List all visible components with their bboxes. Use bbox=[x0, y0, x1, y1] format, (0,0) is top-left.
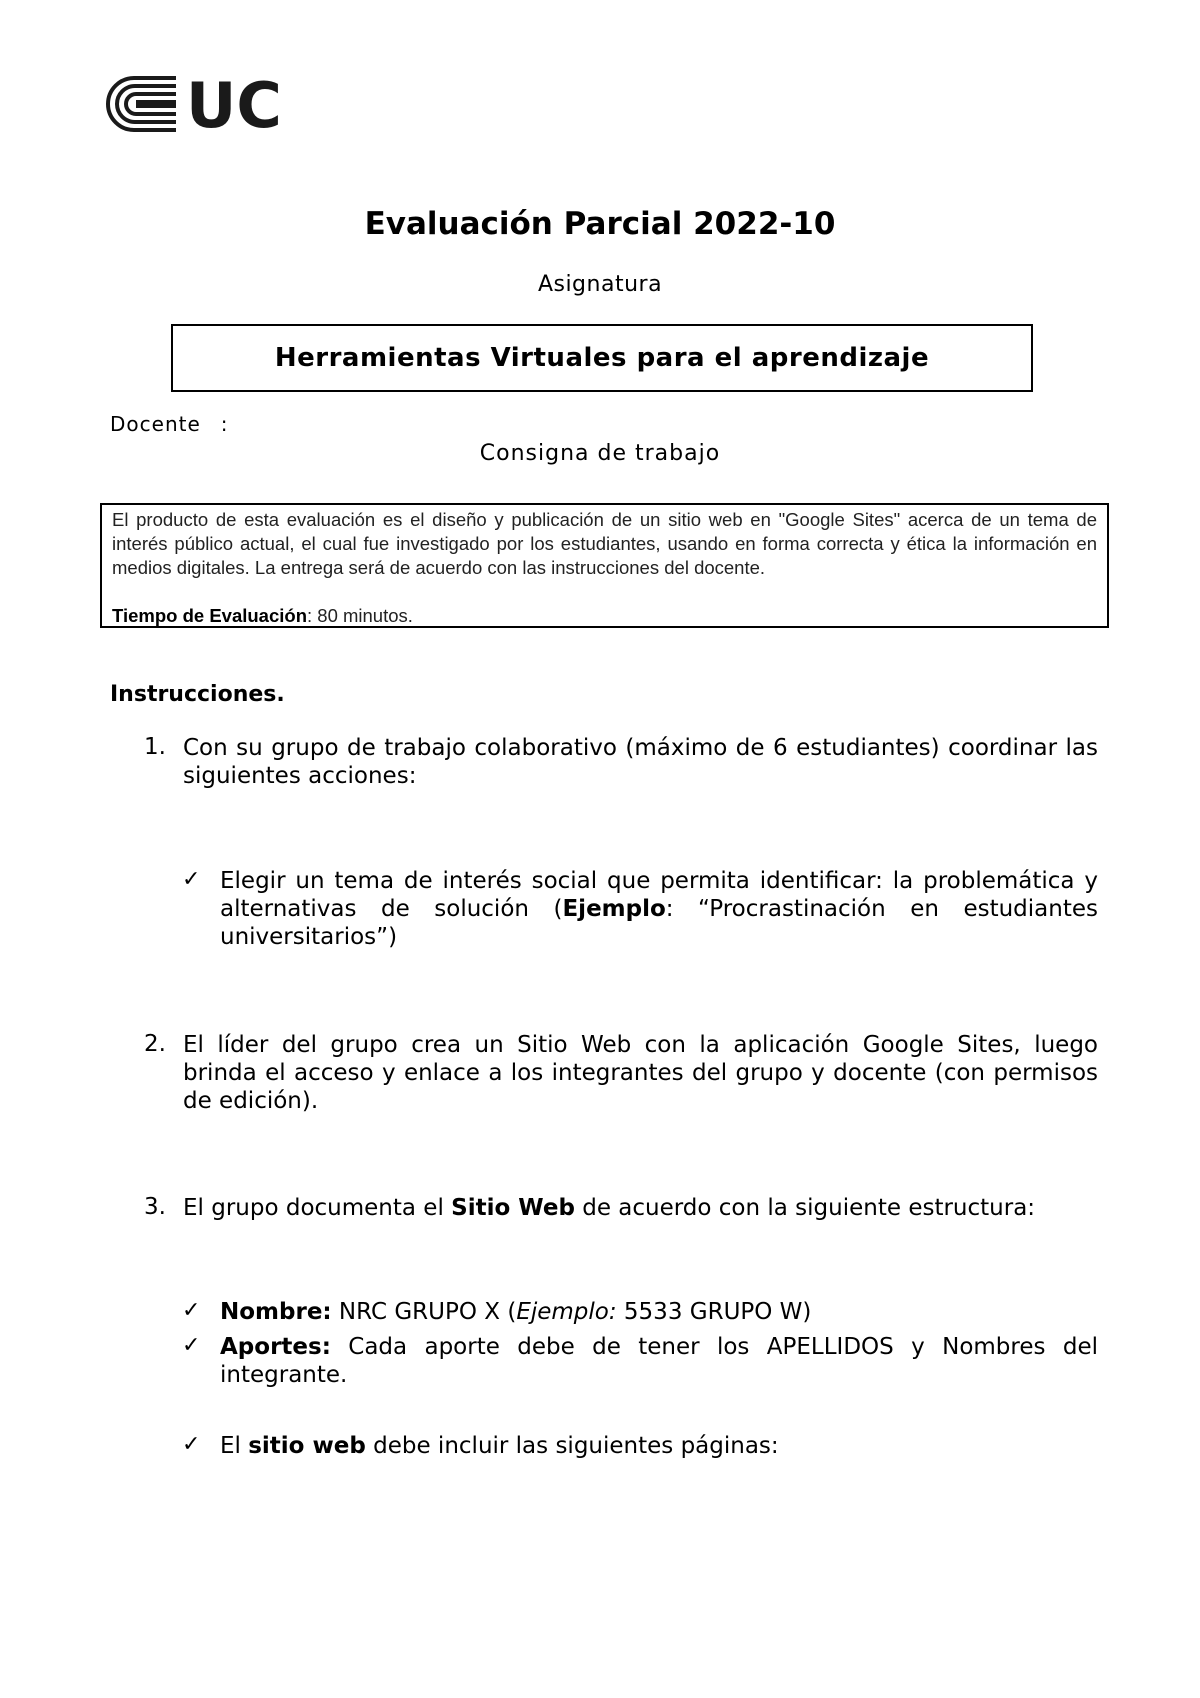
subject-label: Asignatura bbox=[537, 272, 663, 297]
item-3-subitem-contributions bbox=[220, 1333, 1098, 1389]
logo-text: UC bbox=[186, 72, 282, 136]
assignment-label: Consigna de trabajo bbox=[479, 441, 721, 466]
teacher-row bbox=[110, 412, 229, 436]
pages-bold: sitio web bbox=[248, 1433, 366, 1459]
teacher-label: Docente bbox=[110, 412, 201, 436]
subitem-text-post: : “Procrastinación en estudiantes universitarios”) bbox=[220, 896, 1098, 950]
subitem-text-pre: Elegir un tema de interés social que permita identificar: la problemática y alternativas de solución ( bbox=[220, 868, 1098, 922]
check-icon: ✓ bbox=[182, 1333, 201, 1358]
uc-logo bbox=[104, 72, 294, 136]
item-3-pre: El grupo documenta el bbox=[183, 1195, 452, 1221]
uc-logo-icon bbox=[104, 72, 294, 136]
check-icon: ✓ bbox=[182, 1298, 201, 1323]
pages-post: debe incluir las siguientes páginas: bbox=[365, 1433, 779, 1459]
item-2-number: 2. bbox=[144, 1031, 166, 1057]
item-3-subitem-name bbox=[220, 1298, 1098, 1326]
course-name: Herramientas Virtuales para el aprendizaje bbox=[274, 343, 930, 373]
item-3-text bbox=[183, 1194, 1098, 1222]
instructions-heading: Instrucciones. bbox=[110, 682, 285, 707]
item-3-post: de acuerdo con la siguiente estructura: bbox=[574, 1195, 1036, 1221]
subitem-bold: Ejemplo bbox=[562, 896, 666, 922]
item-3-number: 3. bbox=[144, 1194, 166, 1220]
name-label: Nombre: bbox=[220, 1299, 332, 1325]
name-post: 5533 GRUPO W) bbox=[616, 1299, 812, 1325]
item-3-subitem-pages bbox=[220, 1432, 1098, 1460]
name-pre: NRC GRUPO X ( bbox=[331, 1299, 517, 1325]
check-icon: ✓ bbox=[182, 867, 201, 892]
time-value: : 80 minutos. bbox=[307, 605, 413, 626]
evaluation-time bbox=[112, 604, 1097, 628]
logo-arc-inner bbox=[138, 102, 174, 106]
check-icon: ✓ bbox=[182, 1432, 201, 1457]
teacher-colon: : bbox=[220, 412, 229, 436]
item-1-text: Con su grupo de trabajo colaborativo (máximo de 6 estudiantes) coordinar las siguientes acciones: bbox=[183, 735, 1098, 789]
name-example: Ejemplo: bbox=[516, 1299, 617, 1325]
time-label: Tiempo de Evaluación bbox=[112, 605, 307, 626]
page-title: Evaluación Parcial 2022-10 bbox=[364, 206, 836, 242]
item-1-subitem bbox=[220, 867, 1098, 951]
item-1-number: 1. bbox=[144, 734, 166, 760]
item-2-text: El líder del grupo crea un Sitio Web con la aplicación Google Sites, luego brinda el acceso y enlace a los integrantes del grupo y docente (con permisos de edición). bbox=[183, 1032, 1098, 1114]
item-3-bold: Sitio Web bbox=[451, 1195, 575, 1221]
description-box bbox=[100, 503, 1109, 628]
description-text: El producto de esta evaluación es el diseño y publicación de un sitio web en "Google Sites" acerca de un tema de interés público actual, el cual fue investigado por los estudiantes, usando en forma correcta y ética la información en medios digitales. La entrega será de acuerdo con las instrucciones del docente. bbox=[112, 509, 1097, 578]
course-name-box bbox=[171, 324, 1033, 392]
contributions-label: Aportes: bbox=[220, 1334, 331, 1360]
pages-pre: El bbox=[220, 1433, 249, 1459]
contributions-text: Cada aporte debe de tener los APELLIDOS y Nombres del integrante. bbox=[220, 1334, 1098, 1388]
